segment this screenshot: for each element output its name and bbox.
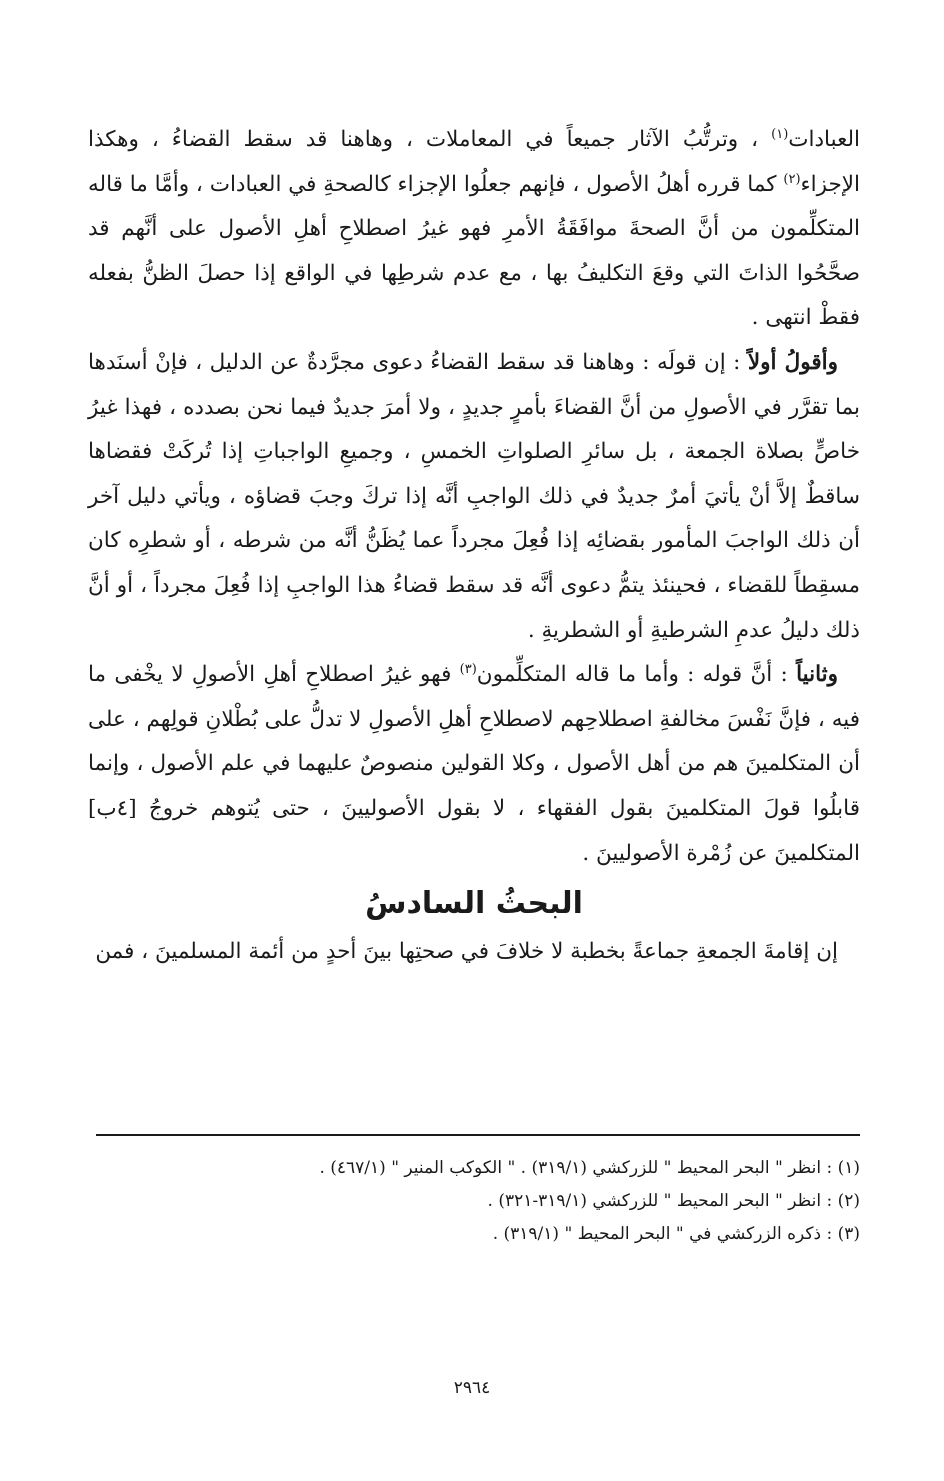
text-run: العبادات — [788, 127, 860, 152]
footnote-marker: (٣) — [459, 661, 477, 677]
footnote-marker: (١) — [771, 126, 789, 142]
closing-paragraph: إن إقامةَ الجمعةِ جماعةً بخطبة لا خلافَ في صحتِها بينَ أحدٍ من أئمة المسلمينَ ، فمن — [95, 939, 838, 965]
text-run: ، وترتُّبُ الآثار جميعاً في المعاملات ، وهاهنا قد سقط القضاءُ ، وهكذا الإجزاء — [88, 127, 860, 197]
footnote-1: (١) : انظر " البحر المحيط " للزركشي (٣١٩/١) . " الكوكب المنير " (٤٦٧/١) . — [319, 1158, 860, 1178]
footnote-2: (٢) : انظر " البحر المحيط " للزركشي (٣١٩/١-٣٢١) . — [487, 1191, 860, 1211]
paragraph-2 — [88, 341, 860, 653]
text-run: : أنَّ قوله : وأما ما قاله المتكلِّمون — [476, 662, 797, 688]
paragraph-lead: وأقولُ أولاً — [747, 349, 838, 375]
footnote-marker: (٢) — [783, 171, 801, 187]
text-run: كما قرره أهلُ الأصول ، فإنهم جعلُوا الإجزاء كالصحةِ في العبادات ، وأمَّا ما قاله المتكلِّمون من أنَّ الصحةَ موافَقَةُ الأمرِ فهو غيرُ اصطلاحِ أهلِ الأصول على أنَّهم قد صحَّحُوا الذاتَ التي وقعَ التكليفُ بها ، مع عدم شرطِها في الواقع إذا حصلَ الظنُّ بفعله فقطْ انتهى . — [88, 171, 860, 331]
text-run: فهو غيرُ اصطلاحِ أهلِ الأصولِ لا يخْفى ما فيه ، فإنَّ نَفْسَ مخالفةِ اصطلاحِهم لاصطلاحِ أهلِ الأصولِ لا تدلُّ على بُطْلانِ قولِهم ، على أن المتكلمينَ هم من أهل الأصول ، وكلا القولين منصوصٌ عليهما في علم الأصول ، وإنما قابلُوا قولَ المتكلمينَ بقول الفقهاء ، لا بقول الأصوليينَ ، حتى يُتوهم خروجُ [٤ب] المتكلمينَ عن زُمْرة الأصوليينَ . — [88, 662, 860, 866]
paragraph-lead: وثانياً — [796, 662, 839, 688]
footnote-divider — [96, 1134, 860, 1136]
page-number: ٢٩٦٤ — [453, 1378, 491, 1398]
footnotes — [160, 1152, 860, 1251]
paragraph-1 — [88, 118, 860, 341]
text-run: : إن قولَه : وهاهنا قد سقط القضاءُ دعوى مجرَّدةٌ عن الدليل ، فإنْ أسنَدها بما تقرَّر في الأصولِ من أنَّ القضاءَ بأمرٍ جديدٍ ، ولا أمرَ جديدٌ فيما نحن بصدده ، فهذا غيرُ خاصٍّ بصلاة الجمعة ، بل سائرِ الصلواتِ الخمسِ ، وجميعِ الواجباتِ إذا تُركَتْ فقضاها ساقطٌ إلاَّ أنْ يأتيَ أمرٌ جديدٌ في ذلك الواجبِ أنَّه إذا تركَ وجبَ قضاؤه ، ويأتي دليل آخر أن ذلك الواجبَ المأمور بقضائِه إذا فُعِلَ مجرداً عما يُظَنُّ أنَّه من شرطه ، أو شطرِه كان مسقِطاً للقضاء ، فحينئذ يتمُّ دعوى أنَّه قد سقط قضاءُ هذا الواجبِ إذا فُعِلَ مجرداً ، أو أنَّ ذلك دليلُ عدمِ الشرطيةِ أو الشطريةِ . — [88, 349, 860, 643]
footnote-3: (٣) : ذكره الزركشي في " البحر المحيط " (٣١٩/١) . — [492, 1224, 860, 1244]
paragraph-3 — [88, 653, 860, 876]
main-text — [88, 118, 860, 975]
section-heading: البحثُ السادسُ — [365, 886, 583, 922]
